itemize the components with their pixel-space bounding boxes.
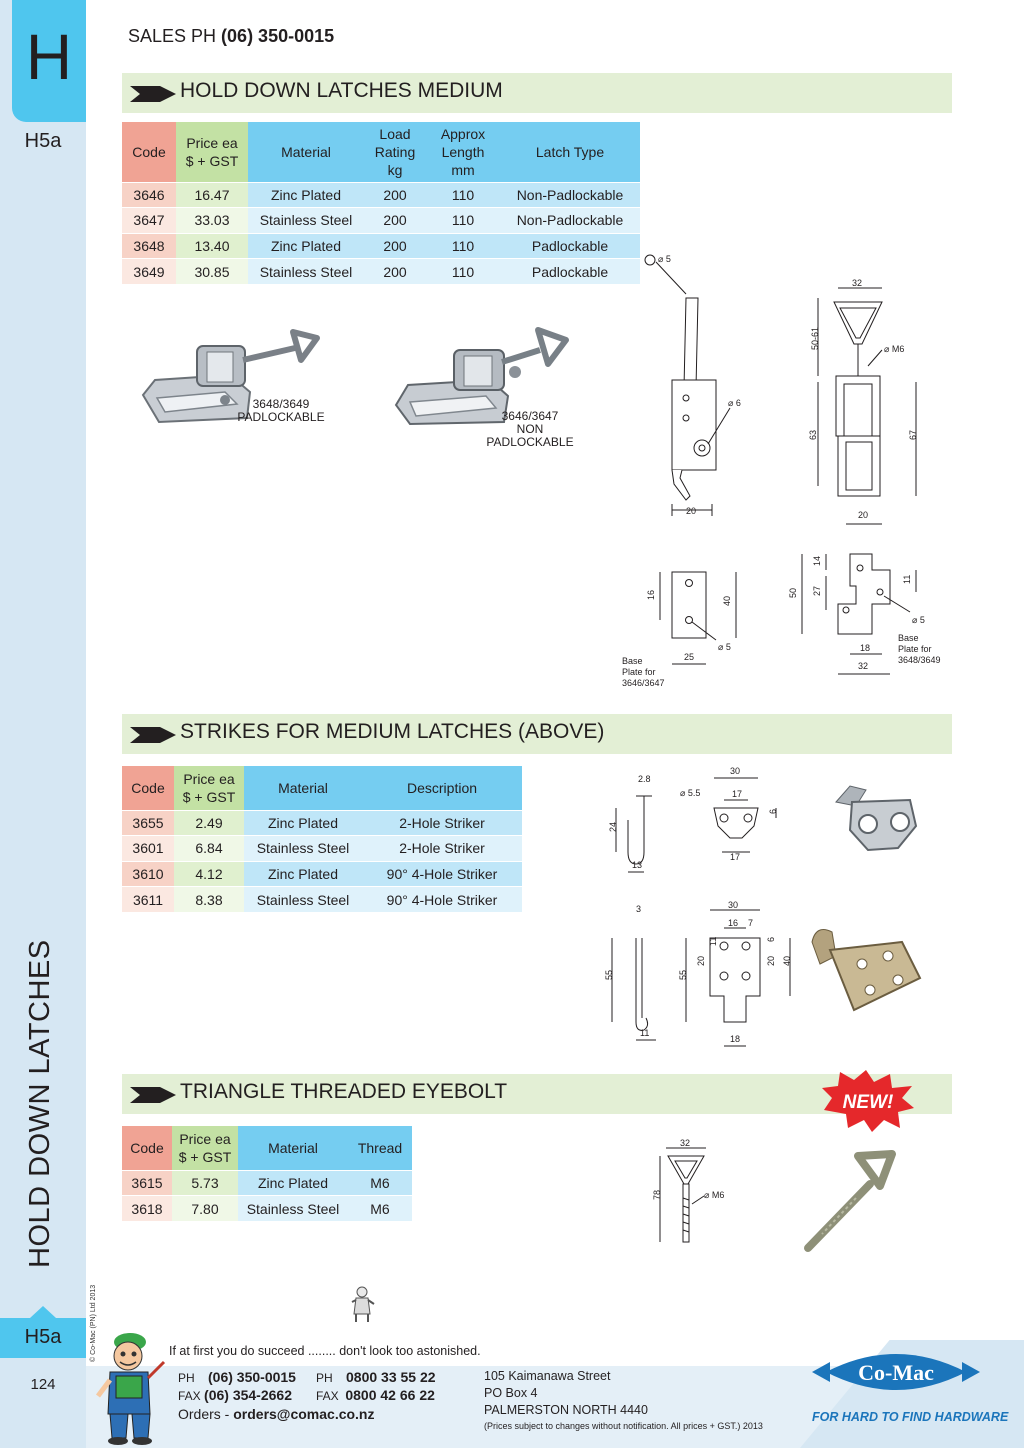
cell-price: 16.47: [176, 182, 248, 208]
caption-line: Plate for: [898, 644, 932, 654]
cell-length: 110: [426, 233, 500, 259]
medium-latches-table: [122, 122, 640, 284]
svg-text:27: 27: [812, 585, 822, 596]
vertical-section-title: HOLD DOWN LATCHES: [24, 939, 56, 1268]
caption-line: NON: [516, 422, 544, 436]
cell-length: 110: [426, 182, 500, 208]
price-notice: (Prices subject to changes without notification. All prices + GST.) 2013: [484, 1421, 763, 1431]
table-row: [122, 810, 522, 836]
address-line: 105 Kaimanawa Street: [484, 1369, 611, 1383]
sales-phone: (06) 350-0015: [221, 26, 335, 46]
copyright-note: © Co-Mac (PN) Ltd 2013: [90, 1284, 97, 1362]
svg-text:25: 25: [684, 652, 695, 662]
two-hole-striker-photo: [826, 772, 926, 862]
svg-text:2.8: 2.8: [638, 774, 651, 784]
logo-text: Co-Mac: [858, 1360, 934, 1385]
header-material: Material: [248, 122, 364, 182]
small-mascot-icon: [348, 1284, 378, 1324]
sales-phone-line: [128, 26, 334, 47]
section-bar-strikes: [122, 714, 952, 754]
svg-text:6: 6: [768, 808, 778, 814]
svg-text:40: 40: [782, 955, 792, 966]
caption-line: 3646/3647: [501, 409, 559, 423]
freefax-number: 0800 42 66 22: [345, 1387, 435, 1403]
caption-line: Plate for: [622, 667, 656, 677]
contact-freephone: [316, 1369, 436, 1385]
svg-text:11: 11: [708, 936, 718, 946]
svg-text:50-61: 50-61: [810, 326, 820, 350]
photo1-caption: [232, 398, 330, 424]
section-bar-medium-latches: [122, 73, 952, 113]
comac-logo: [812, 1342, 980, 1404]
cell-material: Zinc Plated: [238, 1170, 348, 1196]
svg-text:20: 20: [766, 955, 776, 966]
strikes-table: [122, 766, 522, 912]
arrow-icon: [130, 727, 176, 743]
svg-text:20: 20: [858, 510, 869, 520]
header-price: Price ea $ + GST: [174, 766, 244, 810]
cell-price: 30.85: [176, 259, 248, 285]
section-letter: H: [25, 21, 73, 93]
header-price: Price ea $ + GST: [172, 1126, 238, 1170]
eyebolt-photo: [796, 1146, 906, 1256]
cell-latch-type: Non-Padlockable: [500, 208, 640, 234]
caption-line: PADLOCKABLE: [486, 435, 574, 449]
caption-line: 3648/3649: [252, 397, 310, 411]
cell-length: 110: [426, 259, 500, 285]
cell-load: 200: [364, 259, 426, 285]
cell-material: Stainless Steel: [244, 887, 362, 913]
header-material: Material: [238, 1126, 348, 1170]
table-row: [122, 259, 640, 285]
cell-load: 200: [364, 182, 426, 208]
freephone-number: 0800 33 55 22: [346, 1369, 436, 1385]
header-description: Description: [362, 766, 522, 810]
table-row: [122, 208, 640, 234]
svg-text:32: 32: [680, 1138, 691, 1148]
cell-latch-type: Padlockable: [500, 233, 640, 259]
svg-text:55: 55: [604, 969, 614, 980]
cell-material: Zinc Plated: [244, 810, 362, 836]
svg-text:67: 67: [908, 429, 918, 440]
svg-text:24: 24: [608, 821, 618, 832]
mascot-icon: [92, 1322, 170, 1446]
strike-technical-drawing: [600, 760, 800, 1050]
caption-line: PADLOCKABLE: [237, 410, 325, 424]
svg-text:⌀ 5: ⌀ 5: [718, 642, 731, 652]
table-row: [122, 861, 522, 887]
base-plate-caption-1: [622, 656, 665, 689]
svg-text:16: 16: [728, 918, 739, 928]
caption-line: 3648/3649: [898, 655, 941, 665]
svg-text:55: 55: [678, 969, 688, 980]
cell-material: Stainless Steel: [244, 836, 362, 862]
cell-price: 4.12: [174, 861, 244, 887]
base-plate-caption-2: [898, 633, 941, 666]
svg-text:16: 16: [646, 589, 656, 600]
svg-text:⌀ 5: ⌀ 5: [912, 615, 925, 625]
address-line: PO Box 4: [484, 1386, 538, 1400]
contact-freefax: [316, 1387, 435, 1403]
cell-price: 6.84: [174, 836, 244, 862]
cell-material: Zinc Plated: [244, 861, 362, 887]
footer-tagline: If at first you do succeed ........ don't look too astonished.: [169, 1344, 481, 1358]
cell-material: Stainless Steel: [238, 1196, 348, 1222]
cell-code: 3618: [122, 1196, 172, 1222]
section-title: HOLD DOWN LATCHES MEDIUM: [180, 79, 503, 102]
svg-text:63: 63: [808, 429, 818, 440]
svg-text:32: 32: [858, 661, 869, 671]
new-badge: [818, 1070, 918, 1132]
svg-text:⌀ 5.5: ⌀ 5.5: [680, 788, 701, 798]
svg-text:11: 11: [902, 574, 912, 584]
cell-description: 90° 4-Hole Striker: [362, 861, 522, 887]
cell-price: 7.80: [172, 1196, 238, 1222]
section-title: STRIKES FOR MEDIUM LATCHES (ABOVE): [180, 720, 605, 743]
table-row: [122, 836, 522, 862]
fax-label: FAX: [178, 1389, 201, 1403]
caption-line: Base: [898, 633, 919, 643]
svg-text:18: 18: [730, 1034, 741, 1044]
header-load: Load Rating kg: [364, 122, 426, 182]
cell-load: 200: [364, 233, 426, 259]
svg-text:13: 13: [632, 860, 643, 870]
cell-latch-type: Non-Padlockable: [500, 182, 640, 208]
svg-text:30: 30: [728, 900, 739, 910]
orders-label: Orders -: [178, 1406, 234, 1422]
svg-text:40: 40: [722, 595, 732, 606]
section-title: TRIANGLE THREADED EYEBOLT: [180, 1080, 508, 1103]
svg-text:17: 17: [732, 789, 743, 799]
svg-text:3: 3: [636, 904, 642, 914]
new-badge-text: NEW!: [842, 1092, 894, 1113]
cell-code: 3610: [122, 861, 174, 887]
header-price: Price ea $ + GST: [176, 122, 248, 182]
cell-price: 13.40: [176, 233, 248, 259]
freefax-label: FAX: [316, 1389, 339, 1403]
eyebolt-table: [122, 1126, 412, 1221]
svg-text:14: 14: [812, 555, 822, 566]
table-row: [122, 1196, 412, 1222]
svg-text:50: 50: [788, 587, 798, 598]
header-length: Approx Length mm: [426, 122, 500, 182]
address-line: PALMERSTON NORTH 4440: [484, 1403, 648, 1417]
eyebolt-technical-drawing: [640, 1134, 750, 1246]
orders-email[interactable]: orders@comac.co.nz: [233, 1406, 375, 1422]
arrow-icon: [130, 86, 176, 102]
contact-orders: [178, 1406, 375, 1422]
cell-material: Zinc Plated: [248, 233, 364, 259]
fax-number: (06) 354-2662: [204, 1387, 292, 1403]
header-code: Code: [122, 766, 174, 810]
address-block: [484, 1368, 648, 1419]
cell-code: 3646: [122, 182, 176, 208]
cell-description: 2-Hole Striker: [362, 810, 522, 836]
contact-phone: [178, 1369, 296, 1385]
cell-code: 3649: [122, 259, 176, 285]
cell-thread: M6: [348, 1196, 412, 1222]
cell-code: 3611: [122, 887, 174, 913]
header-material: Material: [244, 766, 362, 810]
four-hole-striker-photo: [806, 920, 926, 1020]
arrow-icon: [130, 1087, 176, 1103]
cell-description: 90° 4-Hole Striker: [362, 887, 522, 913]
freephone-label: PH: [316, 1371, 333, 1385]
svg-text:17: 17: [730, 852, 741, 862]
cell-price: 33.03: [176, 208, 248, 234]
latch-technical-drawing: [620, 248, 960, 698]
cell-length: 110: [426, 208, 500, 234]
table-row: [122, 233, 640, 259]
cell-material: Stainless Steel: [248, 259, 364, 285]
svg-text:30: 30: [730, 766, 741, 776]
section-code-bottom: H5a: [24, 1326, 62, 1348]
cell-thread: M6: [348, 1170, 412, 1196]
contact-fax: [178, 1387, 292, 1403]
cell-description: 2-Hole Striker: [362, 836, 522, 862]
svg-text:78: 78: [652, 1189, 662, 1200]
svg-text:11: 11: [640, 1028, 650, 1038]
phone-label: PH: [178, 1371, 195, 1385]
table-row: [122, 1170, 412, 1196]
svg-text:20: 20: [686, 506, 697, 516]
cell-code: 3601: [122, 836, 174, 862]
cell-material: Stainless Steel: [248, 208, 364, 234]
phone-number: (06) 350-0015: [208, 1369, 296, 1385]
svg-text:32: 32: [852, 278, 863, 288]
svg-text:⌀ 6: ⌀ 6: [728, 398, 741, 408]
sales-label: SALES PH: [128, 26, 222, 46]
svg-text:⌀ M6: ⌀ M6: [884, 344, 905, 354]
photo2-caption: [480, 410, 580, 449]
cell-code: 3647: [122, 208, 176, 234]
page-number: 124: [30, 1376, 56, 1393]
cell-code: 3655: [122, 810, 174, 836]
header-code: Code: [122, 1126, 172, 1170]
caption-line: 3646/3647: [622, 678, 665, 688]
cell-material: Zinc Plated: [248, 182, 364, 208]
header-thread: Thread: [348, 1126, 412, 1170]
svg-text:20: 20: [696, 955, 706, 966]
cell-code: 3615: [122, 1170, 172, 1196]
table-row: [122, 887, 522, 913]
svg-text:6: 6: [766, 936, 776, 942]
cell-latch-type: Padlockable: [500, 259, 640, 285]
caption-line: Base: [622, 656, 643, 666]
logo-tagline: FOR HARD TO FIND HARDWARE: [812, 1410, 1009, 1424]
svg-text:7: 7: [748, 918, 754, 928]
svg-text:⌀ M6: ⌀ M6: [704, 1190, 725, 1200]
cell-code: 3648: [122, 233, 176, 259]
header-latch-type: Latch Type: [500, 122, 640, 182]
table-row: [122, 182, 640, 208]
section-code-top: H5a: [24, 130, 62, 152]
svg-text:18: 18: [860, 643, 871, 653]
cell-load: 200: [364, 208, 426, 234]
cell-price: 2.49: [174, 810, 244, 836]
cell-price: 5.73: [172, 1170, 238, 1196]
svg-text:⌀ 5: ⌀ 5: [658, 254, 671, 264]
cell-price: 8.38: [174, 887, 244, 913]
header-code: Code: [122, 122, 176, 182]
